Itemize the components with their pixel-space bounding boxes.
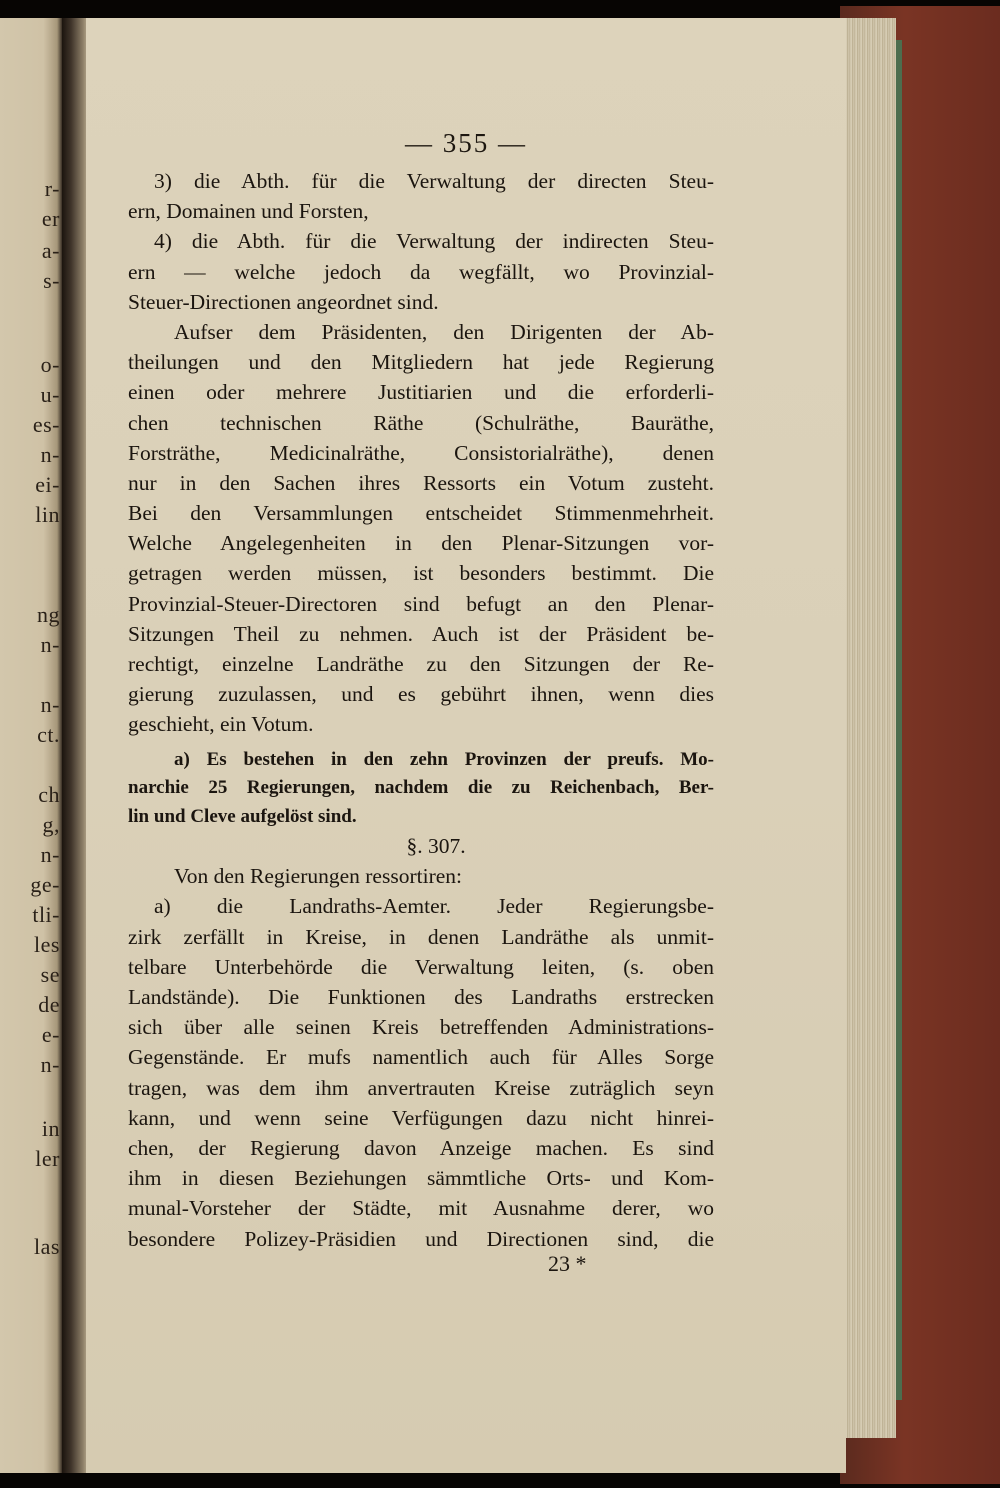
- left-fragment: lin: [35, 502, 60, 527]
- text-line: theilungen und den Mitgliedern hat jede Regierung: [128, 350, 714, 375]
- text-line: ern, Domainen und Forsten,: [128, 199, 369, 224]
- left-fragment: ng: [37, 602, 60, 627]
- left-fragment: e-: [41, 1022, 60, 1047]
- left-fragment: er: [41, 206, 60, 231]
- text-line: nur in den Sachen ihres Ressorts ein Votum zusteht.: [128, 470, 714, 495]
- text-line: tragen, was dem ihm anvertrauten Kreise zuträglich seyn: [128, 1075, 714, 1100]
- page-body: [128, 166, 714, 1254]
- text-line: Gegenstände. Er mufs namentlich auch für Alles Sorge: [128, 1045, 714, 1070]
- footnote-line: lin und Cleve aufgelöst sind.: [128, 805, 357, 827]
- text-line: Forsträthe, Medicinalräthe, Consistorialräthe), denen: [128, 440, 714, 465]
- text-line: Landstände). Die Funktionen des Landraths erstrecken: [128, 985, 714, 1009]
- left-fragment: a-: [41, 238, 60, 263]
- left-fragment: g,: [42, 812, 60, 837]
- signature-mark: 23 *: [548, 1251, 587, 1276]
- text-line: kann, und wenn seine Verfügungen dazu nicht hinrei-: [128, 1105, 714, 1130]
- left-fragment: n-: [40, 442, 60, 467]
- left-fragment: las: [34, 1234, 60, 1259]
- text-line: telbare Unterbehörde die Verwaltung leiten, (s. oben: [128, 954, 714, 979]
- left-fragment: se: [40, 962, 60, 987]
- text-line: a) die Landraths-Aemter. Jeder Regierungsbe-: [154, 894, 714, 919]
- text-line: einen oder mehrere Justitiarien und die erforderli-: [128, 380, 714, 405]
- left-fragment: ler: [35, 1146, 60, 1171]
- left-fragment: tli-: [32, 902, 60, 927]
- left-fragment: u-: [40, 382, 60, 407]
- text-line: Provinzial-Steuer-Directoren sind befugt an den Plenar-: [128, 591, 714, 616]
- text-line: Aufser dem Präsidenten, den Dirigenten der Ab-: [174, 319, 714, 344]
- text-line: chen, der Regierung davon Anzeige machen. Es sind: [128, 1135, 714, 1160]
- left-fragment: o-: [40, 352, 60, 377]
- text-line: geschieht, ein Votum.: [128, 712, 314, 737]
- footnote-line: narchie 25 Regierungen, nachdem die zu Reichenbach, Ber-: [128, 777, 714, 799]
- section-heading: §. 307.: [406, 834, 466, 859]
- left-fragment: les: [34, 932, 60, 957]
- text-line: chen technischen Räthe (Schulräthe, Bauräthe,: [128, 410, 714, 435]
- left-page: [0, 18, 62, 1473]
- cover-green-edge: [896, 40, 902, 1400]
- text-line: Bei den Versammlungen entscheidet Stimmenmehrheit.: [128, 501, 714, 526]
- left-fragment: n-: [40, 632, 60, 657]
- text-line: zirk zerfällt in Kreise, in denen Landräthe als unmit-: [128, 924, 714, 949]
- right-page: [86, 18, 846, 1473]
- footnote: [128, 746, 714, 832]
- text-line: sich über alle seinen Kreis betreffenden Administrations-: [128, 1015, 714, 1040]
- page-fore-edge: [838, 18, 896, 1438]
- left-fragment: ct.: [37, 722, 60, 747]
- text-line: getragen werden müssen, ist besonders bestimmt. Die: [128, 561, 714, 586]
- left-fragment: ch: [38, 782, 60, 807]
- left-fragment: n-: [40, 1052, 60, 1077]
- text-line: Von den Regierungen ressortiren:: [174, 864, 462, 889]
- left-fragment: es-: [32, 412, 60, 437]
- text-line: Steuer-Directionen angeordnet sind.: [128, 289, 439, 314]
- text-line: 4) die Abth. für die Verwaltung der indirecten Steu-: [154, 229, 714, 254]
- text-line: ern — welche jedoch da wegfällt, wo Provinzial-: [128, 259, 714, 284]
- left-fragment: in: [41, 1116, 60, 1141]
- left-fragment: s-: [43, 268, 60, 293]
- left-fragment: n-: [40, 692, 60, 717]
- text-line: rechtigt, einzelne Landräthe zu den Sitzungen der Re-: [128, 652, 714, 676]
- left-fragment: de: [38, 992, 60, 1017]
- book-gutter: [62, 18, 88, 1473]
- text-line: Welche Angelegenheiten in den Plenar-Sitzungen vor-: [128, 531, 714, 556]
- page-number: — 355 —: [405, 128, 527, 158]
- left-fragment: ei-: [35, 472, 60, 497]
- left-fragment: r-: [44, 176, 60, 201]
- footnote-line: a) Es bestehen in den zehn Provinzen der preufs. Mo-: [174, 748, 714, 770]
- text-line: Sitzungen Theil zu nehmen. Auch ist der Präsident be-: [128, 621, 714, 646]
- left-fragment: n-: [40, 842, 60, 867]
- text-line: 3) die Abth. für die Verwaltung der directen Steu-: [154, 169, 714, 193]
- text-line: gierung zuzulassen, und es gebührt ihnen, wenn dies: [128, 682, 714, 707]
- text-line: ihm in diesen Beziehungen sämmtliche Orts- und Kom-: [128, 1166, 714, 1191]
- text-line: besondere Polizey-Präsidien und Directionen sind, die: [128, 1226, 714, 1251]
- text-line: munal-Vorsteher der Städte, mit Ausnahme derer, wo: [128, 1196, 714, 1221]
- left-fragment: ge-: [30, 872, 60, 897]
